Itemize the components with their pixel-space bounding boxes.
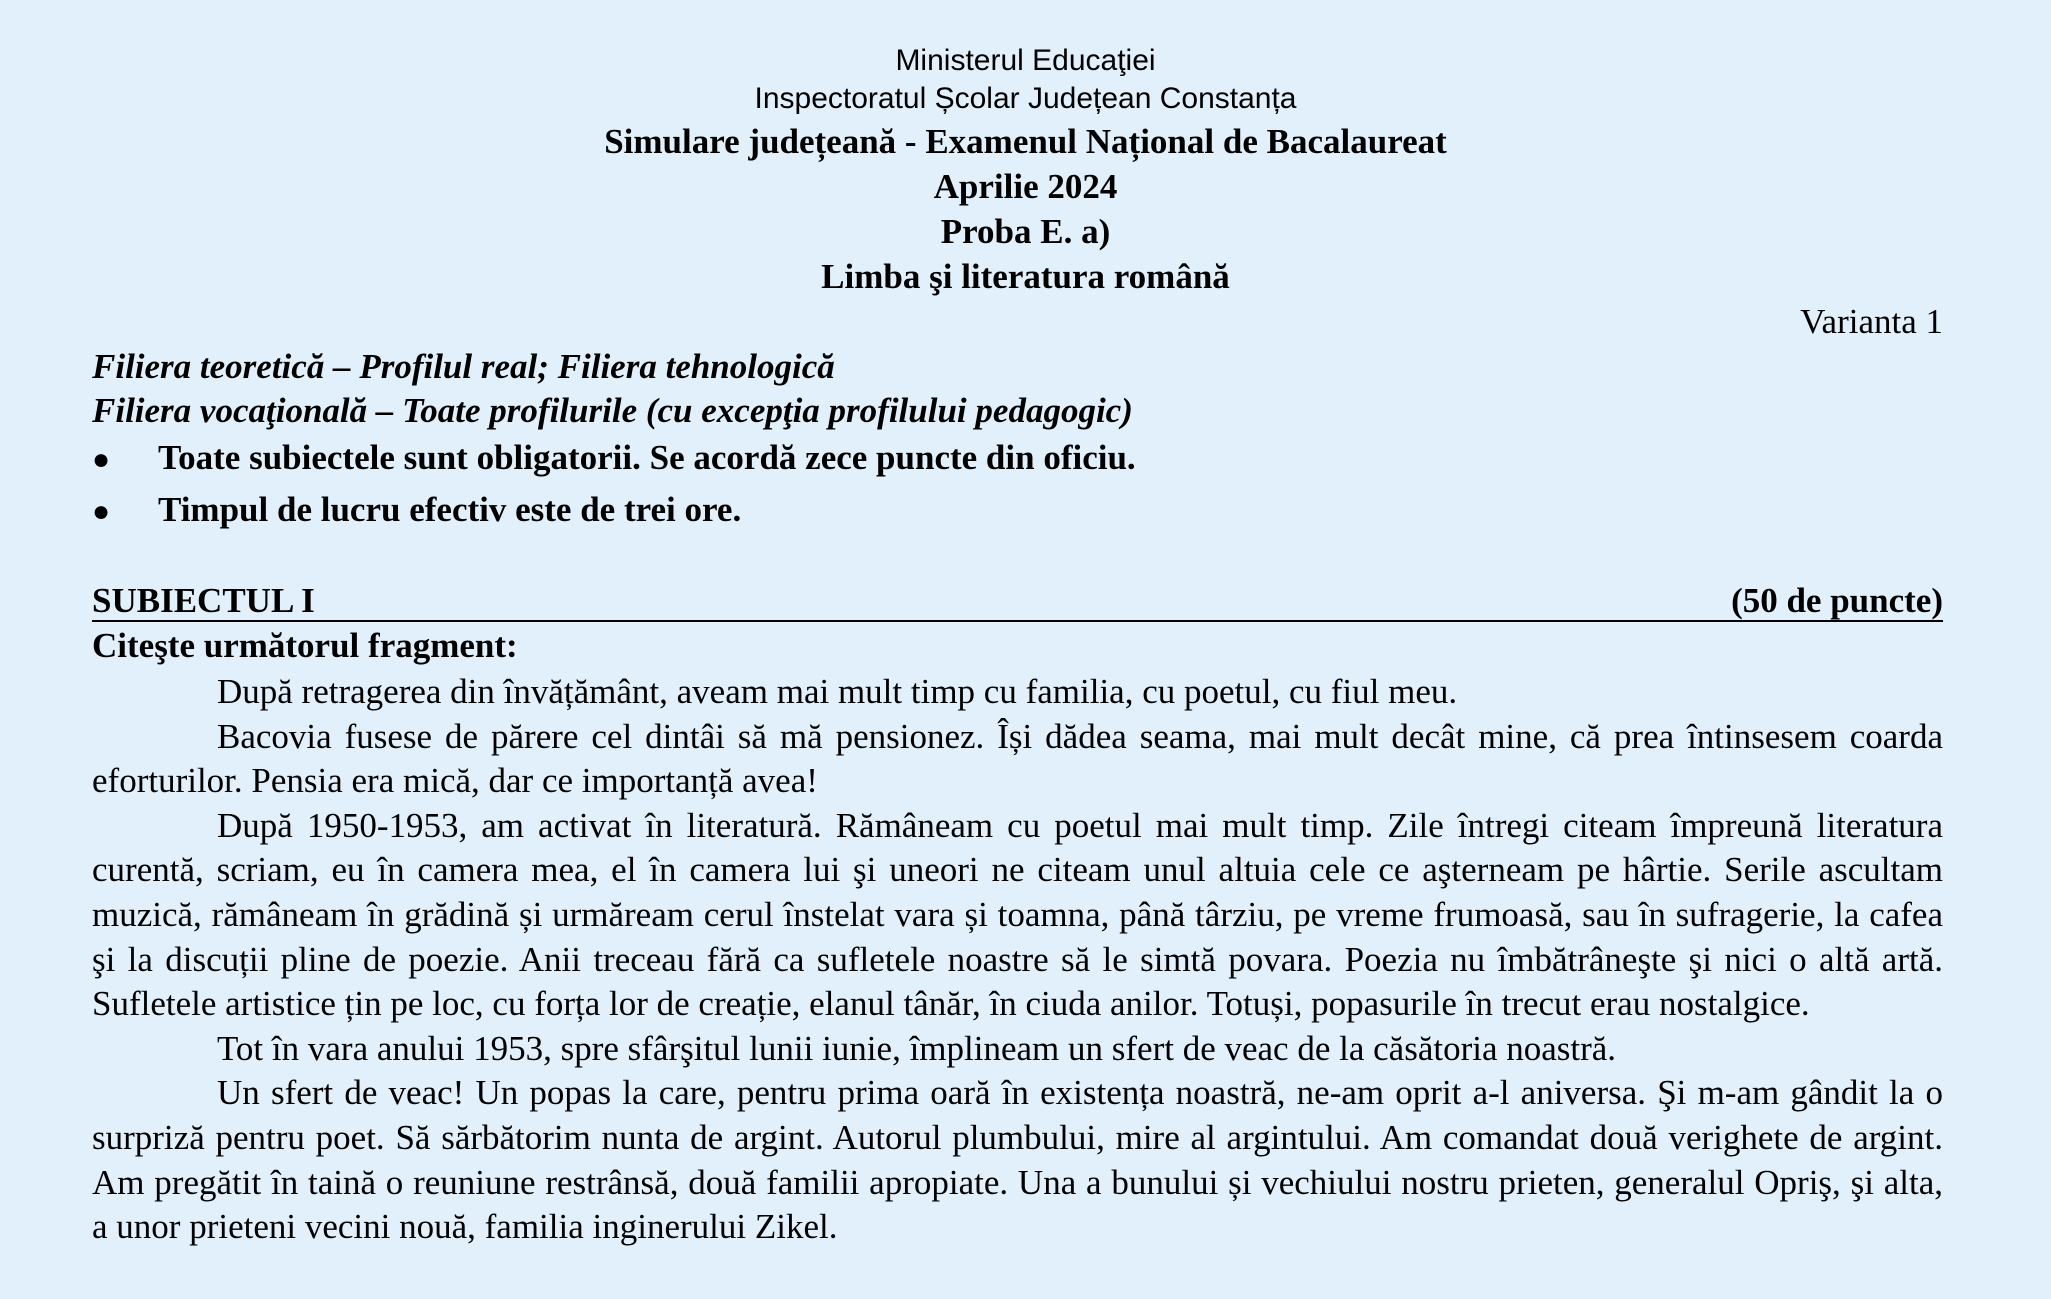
bullet-icon: ●: [92, 495, 111, 528]
subject-points: (50 de puncte): [1731, 581, 1943, 620]
read-fragment-label: Citeşte următorul fragment:: [92, 626, 518, 665]
fragment-paragraph: După retragerea din învățământ, aveam mai mult timp cu familia, cu poetul, cu fiul meu.: [217, 672, 1458, 711]
subject-heading-row: [92, 582, 1943, 622]
subject-title: SUBIECTUL I: [92, 581, 315, 620]
instruction-text: Timpul de lucru efectiv este de trei ore.: [158, 490, 742, 529]
instruction-item: [92, 438, 1136, 490]
inspectorate-name: Inspectoratul Școlar Județean Constanța: [754, 82, 1297, 115]
bullet-icon: ●: [92, 443, 111, 476]
ministry-name: Ministerul Educaţiei: [895, 44, 1156, 77]
exam-date: Aprilie 2024: [933, 167, 1118, 206]
fragment-paragraph: După 1950-1953, am activat în literatură. Rămâneam cu poetul mai mult timp. Zile întregi citeam împreună literatura curentă, scriam, eu în camera mea, el în camera lui şi uneori ne citeam unul altuia cele ce aşterneam pe hârtie. Serile ascultam muzică, rămâneam în grădină și urmăream cerul înstelat vara și toamna, până târziu, pe vreme frumoasă, sau în sufragerie, la cafea şi la discuții pline de poezie. Anii treceau fără ca sufletele noastre să le simtă povara. Poezia nu îmbătrâneşte şi nici o altă artă. Sufletele artistice țin pe loc, cu forța lor de creație, elanul tânăr, în ciuda anilor. Totuși, popasurile în trecut erau nostalgice.: [92, 805, 1943, 1024]
instruction-item: [92, 490, 1136, 542]
instruction-text: Toate subiectele sunt obligatorii. Se acordă zece puncte din oficiu.: [158, 438, 1136, 477]
instructions-list: [92, 438, 1136, 542]
filiera-line-2: Filiera vocaţională – Toate profilurile (cu excepţia profilului pedagogic): [92, 391, 1133, 430]
fragment-paragraph: Bacovia fusese de părere cel dintâi să mă pensionez. Își dădea seama, mai mult decât mine, că prea întinsesem coarda eforturilor. Pensia era mică, dar ce importanță avea!: [92, 716, 1943, 801]
test-name: Proba E. a): [940, 212, 1111, 251]
text-fragment: [92, 670, 1943, 1250]
fragment-paragraph: Tot în vara anului 1953, spre sfârşitul lunii iunie, împlineam un sfert de veac de la căsătoria noastră.: [217, 1028, 1617, 1068]
exam-title: Simulare județeană - Examenul Național de Bacalaureat: [604, 122, 1447, 161]
subject-name: Limba şi literatura română: [821, 257, 1230, 296]
filiera-line-1: Filiera teoretică – Profilul real; Filiera tehnologică: [92, 347, 835, 386]
fragment-paragraph: Un sfert de veac! Un popas la care, pentru prima oară în existența noastră, ne-am oprit a-l aniversa. Şi m-am gândit la o surpriză pentru poet. Să sărbătorim nunta de argint. Autorul plumbului, mire al argintului. Am comandat două verighete de argint. Am pregătit în taină o reuniune restrânsă, două familii apropiate. Una a bunului și vechiului nostru prieten, generalul Opriş, şi alta, a unor prieteni vecini nouă, familia inginerului Zikel.: [92, 1073, 1943, 1247]
variant-label: Varianta 1: [1800, 302, 1943, 341]
